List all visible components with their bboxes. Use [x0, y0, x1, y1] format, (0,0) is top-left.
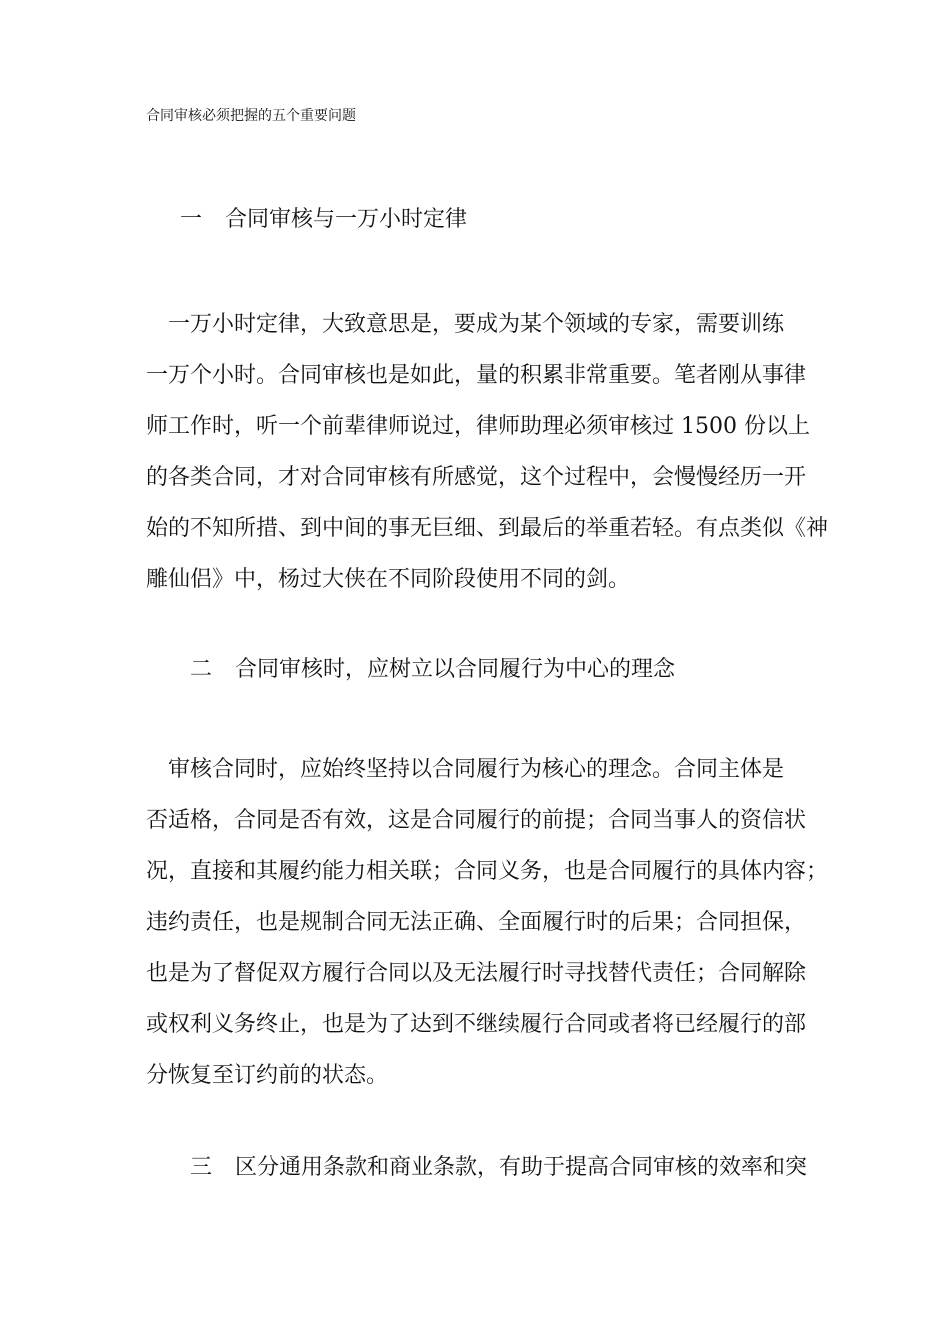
section-3-number: 三: [190, 1155, 213, 1180]
paragraph-line: 分恢复至订约前的状态。: [146, 1063, 389, 1088]
paragraph-line: 一万小时定律，大致意思是，要成为某个领域的专家，需要训练: [146, 312, 785, 337]
paragraph-line: 雕仙侣》中，杨过大侠在不同阶段使用不同的剑。: [146, 567, 631, 592]
section-1-heading: [180, 205, 467, 235]
section-3-heading: [190, 1153, 807, 1183]
paragraph-line: 或权利义务终止，也是为了达到不继续履行合同或者将已经履行的部: [146, 1012, 807, 1037]
section-2-heading: [190, 655, 675, 685]
paragraph-line: 的各类合同，才对合同审核有所感觉，这个过程中，会慢慢经历一开: [146, 465, 807, 490]
paragraph-line: 一万个小时。合同审核也是如此，量的积累非常重要。笔者刚从事律: [146, 363, 807, 388]
paragraph-line: 况，直接和其履约能力相关联；合同义务，也是合同履行的具体内容；: [146, 859, 829, 884]
paragraph-line: 否适格，合同是否有效，这是合同履行的前提；合同当事人的资信状: [146, 808, 807, 833]
section-1-heading-text: 合同审核与一万小时定律: [225, 207, 468, 232]
section-2-number: 二: [190, 657, 213, 682]
section-1-paragraph: [146, 299, 829, 605]
section-1-number: 一: [180, 207, 203, 232]
section-2-heading-text: 合同审核时，应树立以合同履行为中心的理念: [235, 657, 676, 682]
paragraph-line: 违约责任，也是规制合同无法正确、全面履行时的后果；合同担保，: [146, 910, 807, 935]
paragraph-line: 审核合同时，应始终坚持以合同履行为核心的理念。合同主体是: [146, 757, 785, 782]
paragraph-line: 也是为了督促双方履行合同以及无法履行时寻找替代责任；合同解除: [146, 961, 807, 986]
section-3-heading-text: 区分通用条款和商业条款，有助于提高合同审核的效率和突: [235, 1155, 808, 1180]
paragraph-line: 师工作时，听一个前辈律师说过，律师助理必须审核过 1500 份以上: [146, 414, 810, 439]
paragraph-line: 始的不知所措、到中间的事无巨细、到最后的举重若轻。有点类似《神: [146, 516, 829, 541]
section-2-paragraph: [146, 744, 829, 1101]
document-title: 合同审核必须把握的五个重要问题: [146, 108, 356, 124]
